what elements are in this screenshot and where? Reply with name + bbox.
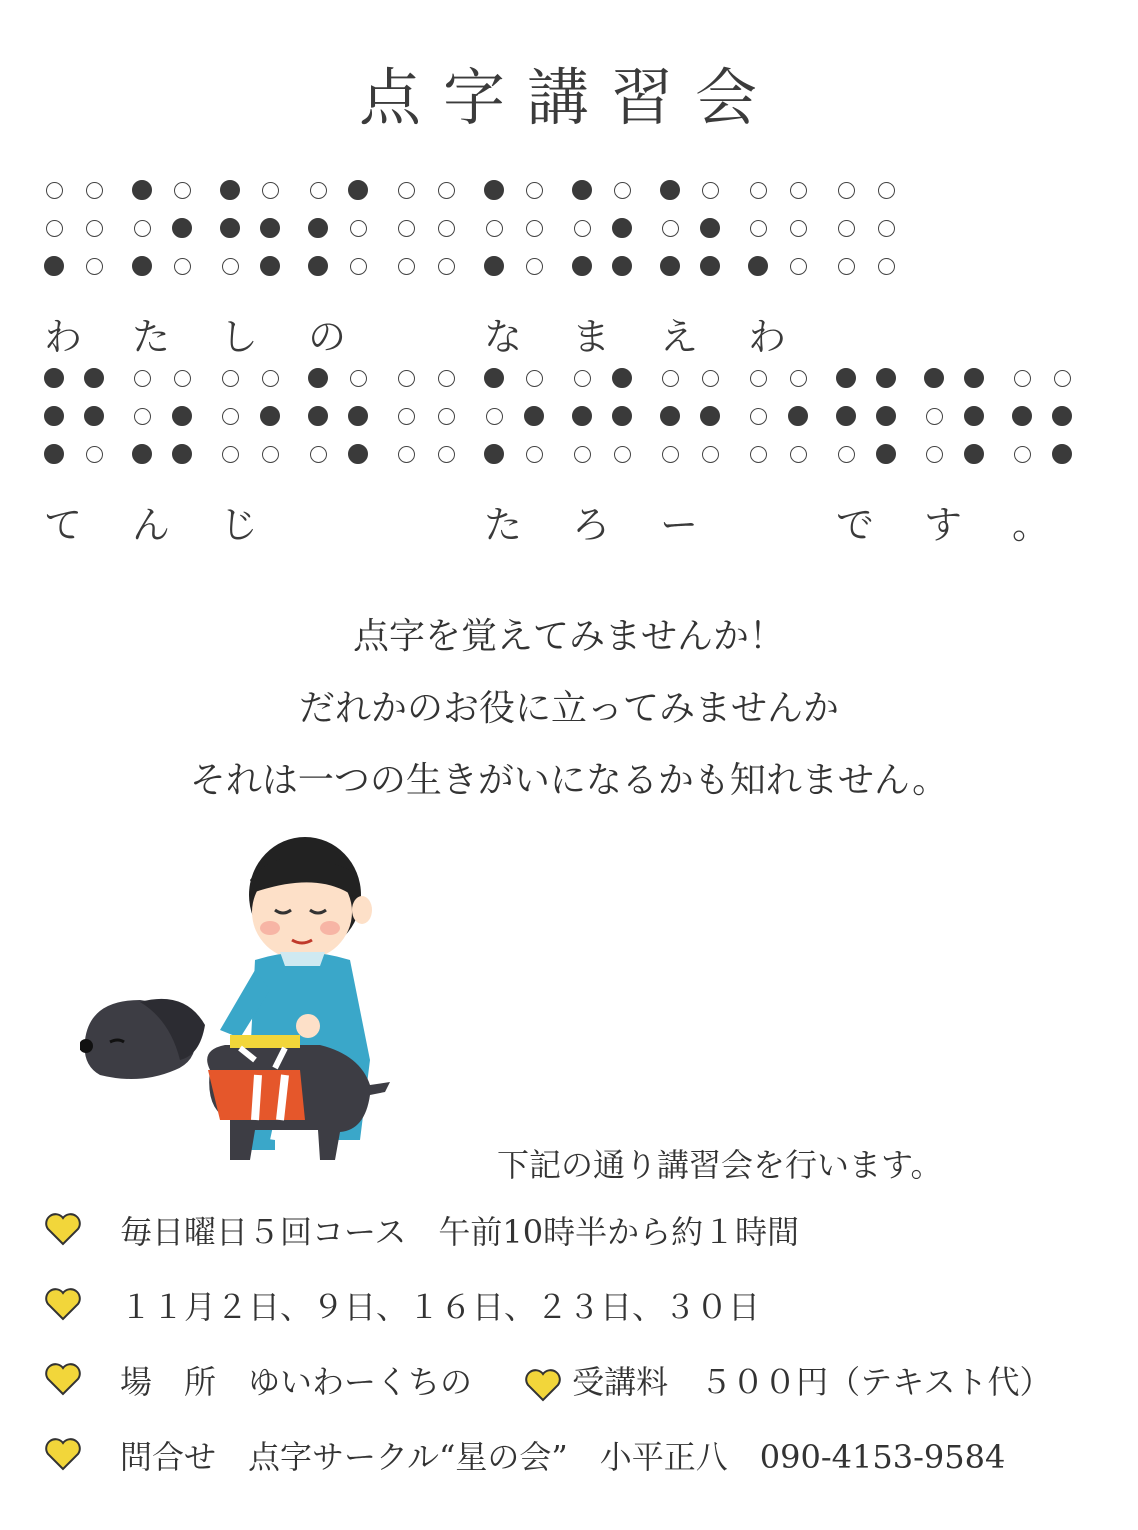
message-line-3: それは一つの生きがいになるかも知れません。 (189, 760, 949, 801)
braille-cell (308, 368, 360, 476)
kana-char: す (924, 503, 963, 547)
kana-char: ん (132, 503, 171, 547)
braille-dot (612, 368, 632, 388)
braille-cell (1012, 368, 1064, 476)
heart-icon (524, 1368, 562, 1402)
braille-dot (876, 368, 896, 388)
braille-dot (308, 368, 328, 388)
heart-icon (44, 1362, 82, 1396)
braille-cell (660, 368, 712, 476)
braille-cell (924, 368, 976, 476)
braille-dot (486, 408, 503, 425)
braille-dot (572, 406, 592, 426)
braille-dot (438, 446, 455, 463)
braille-dot (350, 370, 367, 387)
braille-dot (222, 258, 239, 275)
braille-dot (1012, 406, 1032, 426)
braille-dot (526, 220, 543, 237)
braille-dot (788, 406, 808, 426)
braille-cell (484, 368, 536, 476)
braille-dot (878, 220, 895, 237)
braille-dot (838, 446, 855, 463)
braille-dot (86, 182, 103, 199)
info-row-place (44, 1357, 1052, 1401)
braille-dot (526, 370, 543, 387)
braille-dot (44, 444, 64, 464)
braille-dot (222, 408, 239, 425)
braille-dot (174, 182, 191, 199)
braille-dot (260, 218, 280, 238)
braille-cell (396, 368, 448, 476)
braille-dot (350, 258, 367, 275)
braille-dot (748, 256, 768, 276)
braille-dot (662, 220, 679, 237)
braille-dot (484, 256, 504, 276)
braille-dot (484, 368, 504, 388)
braille-dot (702, 446, 719, 463)
braille-dot (838, 258, 855, 275)
braille-dot (612, 218, 632, 238)
braille-cell (660, 180, 712, 288)
braille-dot (700, 256, 720, 276)
braille-dot (574, 370, 591, 387)
fee-text: 受講料 ５００円（テキスト代） (572, 1363, 1052, 1401)
info-row-dates (44, 1282, 761, 1326)
braille-dot (310, 182, 327, 199)
braille-dot (790, 370, 807, 387)
braille-dot (750, 408, 767, 425)
braille-dot (262, 370, 279, 387)
braille-cell (44, 368, 96, 476)
heart-icon (44, 1287, 82, 1321)
braille-dot (438, 182, 455, 199)
braille-dot (132, 180, 152, 200)
kana-char: わ (44, 315, 83, 359)
kana-char: の (308, 315, 347, 359)
braille-dot (662, 446, 679, 463)
braille-dot (310, 446, 327, 463)
braille-cell (44, 180, 96, 288)
notice-text: 下記の通り講習会を行います。 (497, 1146, 943, 1184)
braille-dot (308, 218, 328, 238)
kana-char: ま (572, 315, 611, 359)
braille-dot (438, 220, 455, 237)
braille-cell (220, 368, 272, 476)
braille-dot (526, 446, 543, 463)
heart-icon (44, 1212, 82, 1246)
braille-dot (838, 220, 855, 237)
braille-dot (836, 406, 856, 426)
kana-char: ろ (572, 503, 611, 547)
braille-dot (260, 256, 280, 276)
braille-dot (260, 406, 280, 426)
braille-dot (44, 256, 64, 276)
braille-dot (790, 446, 807, 463)
braille-dot (220, 218, 240, 238)
page-title: 点字講習会 (358, 61, 779, 134)
kana-char: で (836, 503, 875, 547)
braille-dot (574, 220, 591, 237)
braille-dot (660, 256, 680, 276)
braille-dot (926, 408, 943, 425)
braille-dot (612, 256, 632, 276)
braille-dot (134, 370, 151, 387)
kana-char: し (220, 315, 259, 359)
kana-char: ー (660, 503, 699, 547)
braille-dot (398, 446, 415, 463)
kana-char: な (484, 315, 523, 359)
braille-dot (86, 446, 103, 463)
braille-dot (84, 368, 104, 388)
braille-dot (134, 408, 151, 425)
braille-dot (750, 182, 767, 199)
braille-dot (132, 444, 152, 464)
braille-dot (614, 182, 631, 199)
braille-dot (1054, 370, 1071, 387)
message-line-2: だれかのお役に立ってみませんか (298, 688, 839, 729)
braille-dot (174, 370, 191, 387)
braille-dot (572, 180, 592, 200)
braille-dot (46, 220, 63, 237)
braille-dot (790, 182, 807, 199)
braille-dot (220, 180, 240, 200)
braille-dot (222, 370, 239, 387)
braille-dot (1052, 444, 1072, 464)
braille-dot (398, 258, 415, 275)
kana-char: 。 (1012, 503, 1051, 547)
braille-dot (172, 218, 192, 238)
braille-dot (526, 182, 543, 199)
braille-dot (46, 182, 63, 199)
braille-dot (174, 258, 191, 275)
braille-dot (308, 256, 328, 276)
braille-dot (438, 370, 455, 387)
braille-dot (308, 406, 328, 426)
braille-dot (348, 180, 368, 200)
braille-dot (838, 182, 855, 199)
braille-dot (484, 180, 504, 200)
kana-char: じ (220, 503, 259, 547)
info-row-contact (44, 1432, 1006, 1476)
kana-char: て (44, 503, 83, 547)
braille-dot (876, 444, 896, 464)
braille-dot (86, 220, 103, 237)
braille-dot (484, 444, 504, 464)
braille-dot (926, 446, 943, 463)
braille-dot (750, 370, 767, 387)
braille-cell (572, 368, 624, 476)
place-text: 場 所 ゆいわーくちの (120, 1363, 473, 1401)
braille-dot (398, 182, 415, 199)
braille-dot (438, 258, 455, 275)
braille-dot (612, 406, 632, 426)
braille-cell (308, 180, 360, 288)
kana-char: た (132, 315, 171, 359)
braille-cell (572, 180, 624, 288)
braille-cell (836, 368, 888, 476)
braille-cell (396, 180, 448, 288)
guide-dog-illustration (80, 820, 400, 1170)
braille-cell (836, 180, 888, 288)
braille-cell (748, 368, 800, 476)
braille-dot (964, 368, 984, 388)
braille-dot (878, 182, 895, 199)
braille-dot (526, 258, 543, 275)
info-row-schedule (44, 1207, 800, 1251)
braille-dot (134, 220, 151, 237)
braille-dot (44, 368, 64, 388)
braille-dot (44, 406, 64, 426)
braille-dot (1052, 406, 1072, 426)
braille-dot (84, 406, 104, 426)
braille-dot (662, 370, 679, 387)
braille-dot (86, 258, 103, 275)
braille-dot (438, 408, 455, 425)
braille-dot (750, 446, 767, 463)
braille-dot (836, 368, 856, 388)
kana-char: た (484, 503, 523, 547)
braille-dot (660, 180, 680, 200)
braille-cell (484, 180, 536, 288)
contact-text: 問合せ 点字サークル“星の会” 小平正八 090-4153-9584 (120, 1438, 1006, 1476)
braille-dot (660, 406, 680, 426)
schedule-text: 毎日曜日５回コース 午前10時半から約１時間 (120, 1213, 800, 1251)
braille-dot (702, 370, 719, 387)
braille-dot (350, 220, 367, 237)
braille-dot (964, 444, 984, 464)
braille-dot (172, 406, 192, 426)
braille-dot (398, 408, 415, 425)
braille-dot (700, 406, 720, 426)
braille-dot (262, 182, 279, 199)
braille-cell (132, 180, 184, 288)
braille-dot (172, 444, 192, 464)
braille-cell (132, 368, 184, 476)
braille-dot (574, 446, 591, 463)
braille-dot (700, 218, 720, 238)
braille-dot (572, 256, 592, 276)
braille-cell (220, 180, 272, 288)
kana-char: え (660, 315, 699, 359)
braille-dot (132, 256, 152, 276)
braille-dot (524, 406, 544, 426)
kana-char: わ (748, 315, 787, 359)
braille-dot (750, 220, 767, 237)
braille-dot (398, 220, 415, 237)
braille-dot (1014, 446, 1031, 463)
braille-dot (398, 370, 415, 387)
braille-dot (614, 446, 631, 463)
braille-dot (348, 406, 368, 426)
braille-dot (924, 368, 944, 388)
braille-dot (1014, 370, 1031, 387)
braille-cell (748, 180, 800, 288)
braille-dot (222, 446, 239, 463)
braille-dot (876, 406, 896, 426)
braille-dot (790, 258, 807, 275)
message-line-1: 点字を覚えてみませんか！ (352, 616, 785, 657)
braille-dot (790, 220, 807, 237)
heart-icon (44, 1437, 82, 1471)
braille-dot (486, 220, 503, 237)
braille-dot (964, 406, 984, 426)
fee-group (524, 1357, 1052, 1403)
braille-dot (262, 446, 279, 463)
braille-dot (878, 258, 895, 275)
braille-dot (702, 182, 719, 199)
dates-text: １１月２日、９日、１６日、２３日、３０日 (120, 1288, 761, 1326)
braille-dot (348, 444, 368, 464)
